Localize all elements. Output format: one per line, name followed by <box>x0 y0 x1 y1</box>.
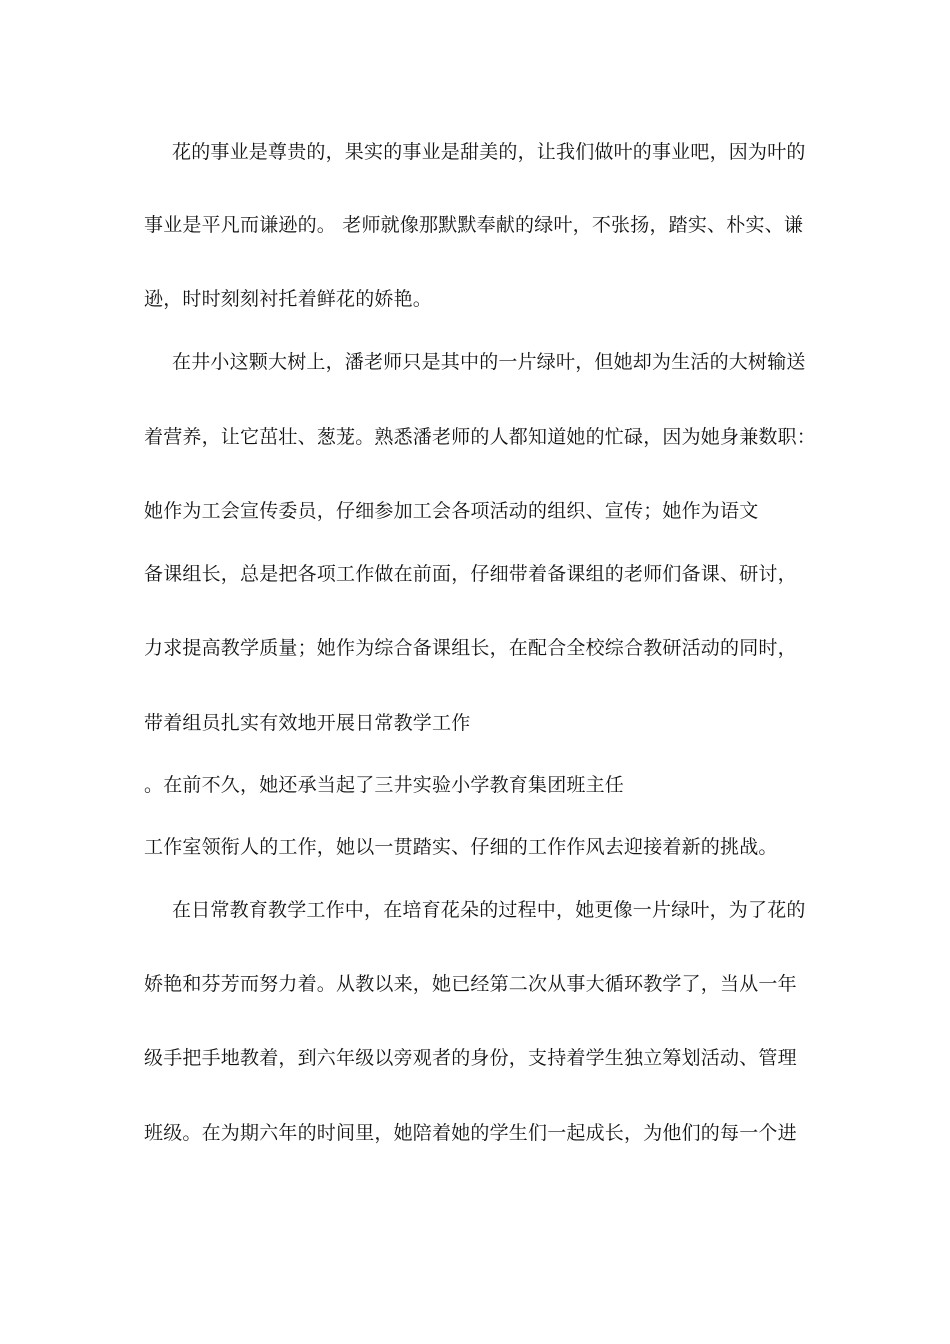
text-line: 力求提高教学质量；她作为综合备课组长，在配合全校综合教研活动的同时， <box>144 637 797 659</box>
text-line: 她作为工会宣传委员，仔细参加工会各项活动的组织、宣传；她作为语文 <box>144 500 759 522</box>
text-line: 带着组员扎实有效地开展日常教学工作 <box>144 712 471 734</box>
text-line: 逊，时时刻刻衬托着鲜花的娇艳。 <box>144 288 433 310</box>
text-line: 着营养，让它茁壮、葱茏。熟悉潘老师的人都知道她的忙碌，因为她身兼数职： <box>144 426 817 448</box>
text-line: 。在前不久，她还承当起了三井实验小学教育集团班主任 <box>144 774 625 796</box>
text-line: 备课组长，总是把各项工作做在前面，仔细带着备课组的老师们备课、研讨， <box>144 563 797 585</box>
text-line: 级手把手地教着，到六年级以旁观者的身份，支持着学生独立筹划活动、管理 <box>144 1047 797 1069</box>
text-line: 在日常教育教学工作中，在培育花朵的过程中，她更像一片绿叶，为了花的 <box>172 899 806 921</box>
text-line: 在井小这颗大树上，潘老师只是其中的一片绿叶，但她却为生活的大树输送 <box>172 351 806 373</box>
text-line: 事业是平凡而谦逊的。 老师就像那默默奉献的绿叶，不张扬，踏实、朴实、谦 <box>144 214 804 236</box>
text-line: 娇艳和芬芳而努力着。从教以来，她已经第二次从事大循环教学了，当从一年 <box>144 973 797 995</box>
text-line: 花的事业是尊贵的，果实的事业是甜美的，让我们做叶的事业吧，因为叶的 <box>172 141 806 163</box>
text-line: 班级。在为期六年的时间里，她陪着她的学生们一起成长，为他们的每一个进 <box>144 1122 797 1144</box>
text-line: 工作室领衔人的工作，她以一贯踏实、仔细的工作作风去迎接着新的挑战。 <box>144 836 778 858</box>
